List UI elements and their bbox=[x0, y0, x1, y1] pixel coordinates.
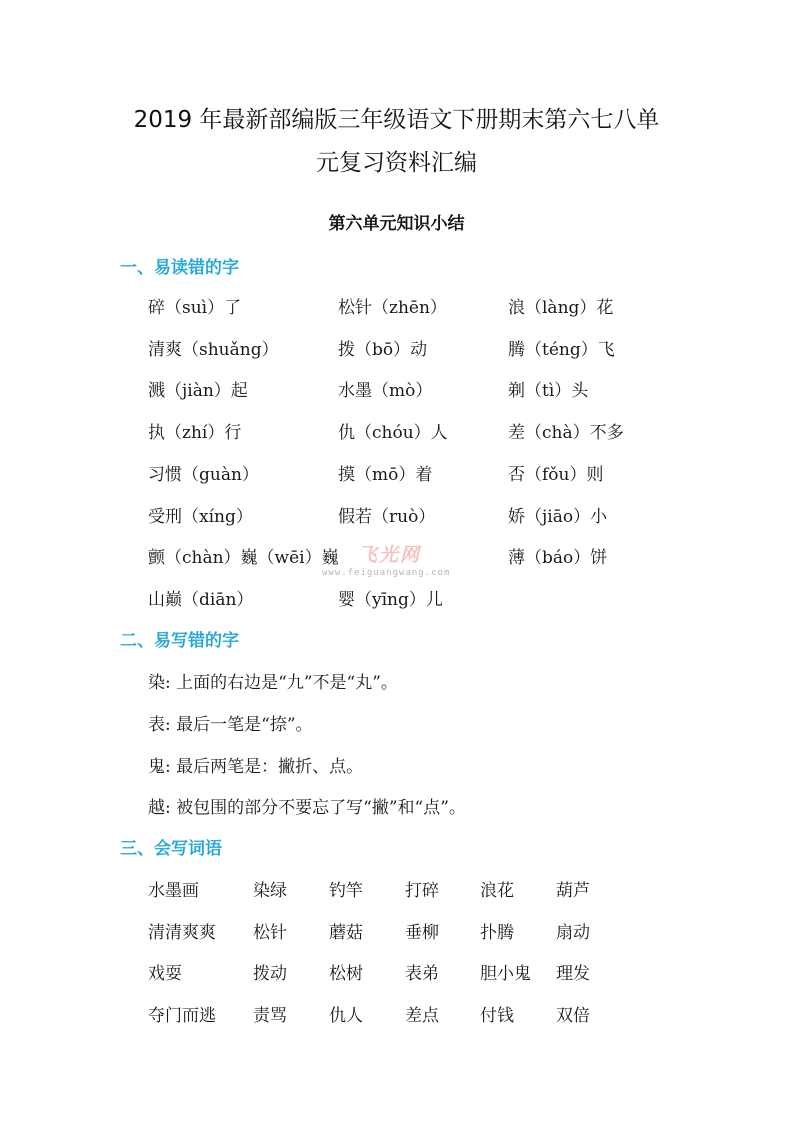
vocab-word: 打碎 bbox=[405, 881, 439, 901]
pinyin-item: 溅（jiàn）起 bbox=[148, 381, 248, 401]
section-heading-misread-chars: 一、易读错的字 bbox=[120, 258, 239, 278]
vocab-word: 葫芦 bbox=[556, 881, 590, 901]
pinyin-item: 薄（báo）饼 bbox=[508, 548, 608, 568]
pinyin-item: 浪（làng）花 bbox=[508, 298, 614, 318]
section-heading-vocabulary: 三、会写词语 bbox=[120, 839, 222, 859]
vocab-word: 夺门而逃 bbox=[148, 1006, 216, 1026]
vocab-word: 蘑菇 bbox=[329, 923, 363, 943]
pinyin-item: 否（fǒu）则 bbox=[508, 465, 604, 485]
vocab-word: 仇人 bbox=[329, 1006, 363, 1026]
section-heading-miswritten-chars: 二、易写错的字 bbox=[120, 631, 239, 651]
vocab-word: 胆小鬼 bbox=[480, 964, 531, 984]
pinyin-item: 清爽（shuǎng） bbox=[148, 340, 279, 360]
pinyin-item: 差（chà）不多 bbox=[508, 423, 624, 443]
unit-subtitle: 第六单元知识小结 bbox=[328, 214, 465, 234]
writing-note: 鬼: 最后两笔是：撇折、点。 bbox=[148, 757, 364, 777]
pinyin-item: 摸（mō）着 bbox=[338, 465, 433, 485]
vocab-word: 松树 bbox=[329, 964, 363, 984]
vocab-word: 责骂 bbox=[253, 1006, 287, 1026]
vocab-word: 表弟 bbox=[405, 964, 439, 984]
pinyin-item: 仇（chóu）人 bbox=[338, 423, 448, 443]
watermark-url: www.feiguangwang.com bbox=[322, 568, 451, 578]
vocab-word: 垂柳 bbox=[405, 923, 439, 943]
vocab-word: 清清爽爽 bbox=[148, 923, 216, 943]
pinyin-item: 碎（suì）了 bbox=[148, 298, 242, 318]
pinyin-item: 受刑（xíng） bbox=[148, 507, 253, 527]
vocab-word: 染绿 bbox=[253, 881, 287, 901]
document-title-line-2: 元复习资料汇编 bbox=[316, 150, 477, 176]
pinyin-item: 颤（chàn）巍（wēi）巍 bbox=[148, 548, 339, 568]
vocab-word: 拨动 bbox=[253, 964, 287, 984]
document-title-line-1: 2019 年最新部编版三年级语文下册期末第六七八单 bbox=[133, 107, 660, 133]
vocab-word: 扇动 bbox=[556, 923, 590, 943]
pinyin-item: 娇（jiāo）小 bbox=[508, 507, 608, 527]
vocab-word: 扑腾 bbox=[480, 923, 514, 943]
vocab-word: 水墨画 bbox=[148, 881, 199, 901]
watermark-logo: 飞光网 bbox=[358, 544, 422, 566]
pinyin-item: 拨（bō）动 bbox=[338, 340, 428, 360]
writing-note: 染: 上面的右边是“九”不是“丸”。 bbox=[148, 673, 398, 693]
pinyin-item: 婴（yīng）儿 bbox=[338, 590, 443, 610]
site-watermark bbox=[322, 540, 462, 588]
vocab-word: 浪花 bbox=[480, 881, 514, 901]
vocab-word: 戏耍 bbox=[148, 964, 182, 984]
pinyin-item: 水墨（mò） bbox=[338, 381, 433, 401]
pinyin-item: 腾（téng）飞 bbox=[508, 340, 615, 360]
vocab-word: 理发 bbox=[556, 964, 590, 984]
pinyin-item: 执（zhí）行 bbox=[148, 423, 242, 443]
vocab-word: 双倍 bbox=[556, 1006, 590, 1026]
vocab-word: 钓竿 bbox=[329, 881, 363, 901]
writing-note: 表: 最后一笔是“捺”。 bbox=[148, 715, 313, 735]
vocab-word: 付钱 bbox=[480, 1006, 514, 1026]
vocab-word: 差点 bbox=[405, 1006, 439, 1026]
writing-note: 越: 被包围的部分不要忘了写“撇”和“点”。 bbox=[148, 798, 466, 818]
pinyin-item: 剃（tì）头 bbox=[508, 381, 589, 401]
pinyin-item: 松针（zhēn） bbox=[338, 298, 447, 318]
pinyin-item: 习惯（guàn） bbox=[148, 465, 259, 485]
vocab-word: 松针 bbox=[253, 923, 287, 943]
pinyin-item: 假若（ruò） bbox=[338, 507, 436, 527]
pinyin-item: 山巅（diān） bbox=[148, 590, 254, 610]
